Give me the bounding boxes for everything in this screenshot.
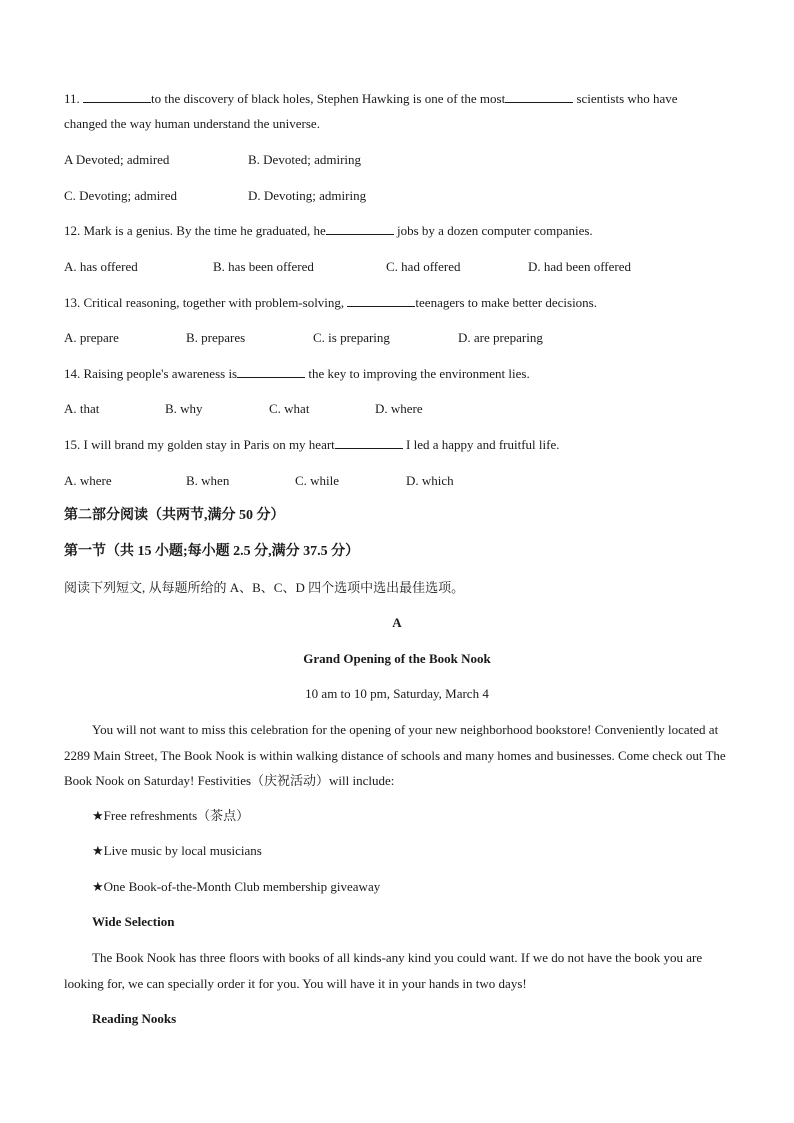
part-title: 第二部分阅读（共两节,满分 50 分） [64,508,285,523]
question-text: teenagers to make better decisions. [415,295,597,310]
wide-selection-heading: Wide Selection [92,914,175,929]
question-15 [64,436,559,454]
passage-intro: You will not want to miss this celebration for the opening of your new neighborhood bookstore! Conveniently located at 2289 Main Street, The Book Nook is within walking distance of schools and many homes and businesses. Come check out The Book Nook on Saturday! Festivities（庆祝活动）will include: [64,722,726,788]
question-text: scientists who have [573,91,678,106]
option-b: B. why [165,401,203,416]
answer-blank [237,365,305,378]
answer-blank [505,90,573,103]
answer-blank [335,436,403,449]
option-d: D. where [375,401,423,416]
bullet-refreshments: ★Free refreshments（茶点） [92,808,250,823]
question-text: to the discovery of black holes, Stephen Hawking is one of the most [151,91,506,106]
option-a: A. where [64,473,112,488]
answer-blank [326,222,394,235]
question-11-line2: changed the way human understand the universe. [64,116,320,131]
option-b: B. has been offered [213,259,314,274]
option-c: C. while [295,473,340,488]
option-c: C. had offered [386,259,461,274]
question-text: 12. Mark is a genius. By the time he graduated, he [64,223,326,238]
option-b: B. Devoted; admiring [248,152,362,167]
question-13 [64,294,597,312]
option-d: D. had been offered [528,259,631,274]
option-b: B. when [186,473,230,488]
question-text: 15. I will brand my golden stay in Paris on my heart [64,437,335,452]
wide-selection-text: The Book Nook has three floors with books of all kinds-any kind you could want. If we do not have the book you are looking for, we can specially order it for you. You will have it in your hands in two days! [64,950,703,991]
passage-time: 10 am to 10 pm, Saturday, March 4 [305,686,489,701]
question-text: the key to improving the environment lies. [305,366,530,381]
option-d: D. which [406,473,454,488]
question-text: 13. Critical reasoning, together with problem-solving, [64,295,348,310]
reading-nooks-heading: Reading Nooks [92,1011,177,1026]
question-12 [64,222,593,240]
option-b: B. prepares [186,330,246,345]
option-c: C. is preparing [313,330,390,345]
answer-blank [347,294,415,307]
question-text: I led a happy and fruitful life. [402,437,560,452]
bullet-membership: ★One Book-of-the-Month Club membership giveaway [92,879,381,894]
bullet-live-music: ★Live music by local musicians [92,843,262,858]
option-a: A. prepare [64,330,119,345]
passage-title: Grand Opening of the Book Nook [303,651,491,666]
option-c: C. what [269,401,310,416]
option-c: C. Devoting; admired [64,188,178,203]
question-text: jobs by a dozen computer companies. [393,223,593,238]
section-subtitle: 第一节（共 15 小题;每小题 2.5 分,满分 37.5 分） [64,544,360,559]
answer-blank [83,90,151,103]
option-d: D. Devoting; admiring [248,188,367,203]
passage-letter: A [392,615,402,630]
option-a: A. has offered [64,259,138,274]
instruction: 阅读下列短文, 从每题所给的 A、B、C、D 四个选项中选出最佳选项。 [64,580,465,595]
option-a: A Devoted; admired [64,152,170,167]
question-11-line1 [64,90,678,108]
option-d: D. are preparing [458,330,543,345]
question-text: 14. Raising people's awareness is [64,366,238,381]
question-14 [64,365,530,383]
question-number: 11. [64,91,80,106]
option-a: A. that [64,401,100,416]
